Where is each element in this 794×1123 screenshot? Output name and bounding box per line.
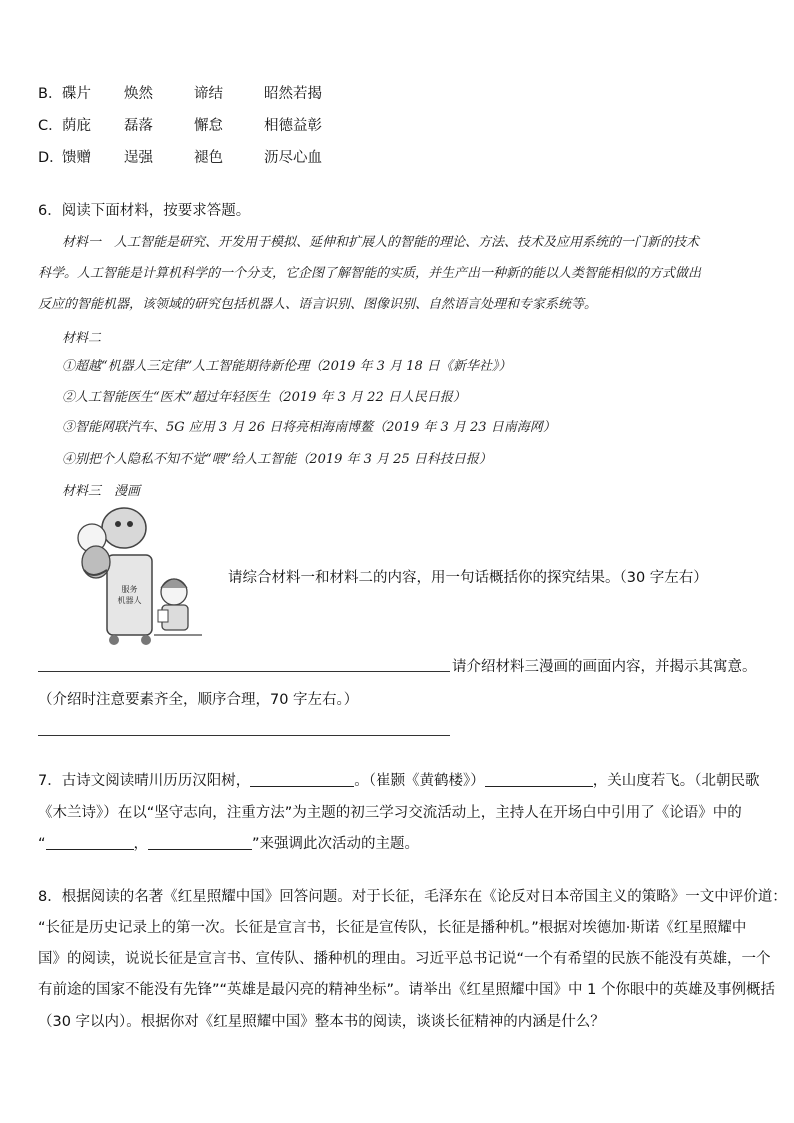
q7-text-a: 7．古诗文阅读晴川历历汉阳树，: [38, 773, 251, 789]
question-8-line-3: 国》的阅读，说说长征是宣言书、宣传队、播种机的理由。习近平总书记说“一个有希望的民族不能没有英雄，一个: [38, 951, 771, 967]
question-7-line-2: 《木兰诗》）在以“坚守志向，注重方法”为主题的初三学习交流活动上，主持人在开场白中引用了《论语》中的: [38, 805, 742, 821]
option-word: 懈怠: [194, 118, 223, 134]
answer-line-1[interactable]: [38, 671, 450, 672]
material-3-title: 材料三 漫画: [62, 484, 141, 499]
question-8-line-4: 有前途的国家不能没有先锋”“英雄是最闪亮的精神坐标”。请举出《红星照耀中国》中 1 个你眼中的英雄及事例概括: [38, 982, 775, 998]
option-word: 碟片: [62, 86, 91, 102]
option-word: 谛结: [194, 86, 223, 102]
material-1-line-3: 反应的智能机器，该领域的研究包括机器人、语言识别、图像识别、自然语言处理和专家系统等。: [38, 297, 598, 312]
option-word: 磊落: [124, 118, 153, 134]
material-2-item-3: ③智能网联汽车、5G 应用 3 月 26 日将亮相海南博鳌（2019 年 3 月 23 日南海网）: [62, 420, 556, 435]
answer-line-2[interactable]: [38, 735, 450, 736]
option-word: 褪色: [194, 150, 223, 166]
q7-text-e: ，: [133, 836, 149, 852]
option-word: 焕然: [124, 86, 153, 102]
task-2-prompt: 请介绍材料三漫画的画面内容，并揭示其寓意。: [452, 659, 757, 675]
material-1-line-1: 材料一 人工智能是研究、开发用于模拟、延伸和扩展人的智能的理论、方法、技术及应用系统的一门新的技术: [62, 235, 700, 250]
option-letter: C．: [38, 118, 63, 134]
q7-text-d: “: [38, 836, 46, 852]
q7-text-c: ，关山度若飞。（北朝民歌: [592, 773, 760, 789]
question-7-line-1: [38, 769, 759, 790]
q7-blank-4[interactable]: [148, 835, 252, 850]
task-2-note: （介绍时注意要素齐全，顺序合理，70 字左右。）: [38, 692, 359, 708]
option-word: 馈赠: [62, 150, 91, 166]
option-b-row: [38, 82, 378, 102]
material-2-item-2: ②人工智能医生“医术”超过年轻医生（2019 年 3 月 22 日人民日报）: [62, 390, 466, 405]
option-c-row: [38, 114, 378, 134]
option-word: 沥尽心血: [264, 150, 322, 166]
option-d-row: [38, 146, 378, 166]
svg-text:服务机器人: 服务机器人: [117, 585, 142, 605]
question-7-line-3: [38, 832, 419, 853]
q7-blank-1[interactable]: [250, 772, 354, 787]
material-2-item-4: ④别把个人隐私不知不觉“喂”给人工智能（2019 年 3 月 25 日科技日报）: [62, 452, 492, 467]
q7-blank-3[interactable]: [46, 835, 134, 850]
option-letter: D．: [38, 150, 64, 166]
question-8-line-2: “长征是历史记录上的第一次。长征是宣言书，长征是宣传队，长征是播种机。”根据对埃德加·斯诺《红星照耀中: [38, 920, 747, 936]
material-1-line-2: 科学。人工智能是计算机科学的一个分支，它企图了解智能的实质，并生产出一种新的能以人类智能相似的方式做出: [38, 266, 702, 281]
option-word: 荫庇: [62, 118, 91, 134]
question-8-line-1: 8．根据阅读的名著《红星照耀中国》回答问题。对于长征，毛泽东在《论反对日本帝国主义的策略》一文中评价道：: [38, 889, 787, 905]
question-8-line-5: （30 字以内）。根据你对《红星照耀中国》整本书的阅读，谈谈长征精神的内涵是什么？: [38, 1014, 605, 1030]
q7-blank-2[interactable]: [485, 772, 593, 787]
option-letter: B．: [38, 86, 63, 102]
question-6-stem: 6．阅读下面材料，按要求答题。: [38, 203, 251, 219]
robot-cartoon-drawing: [62, 500, 212, 650]
material-2-title: 材料二: [62, 331, 102, 346]
option-word: 昭然若揭: [264, 86, 322, 102]
option-word: 相德益彰: [264, 118, 322, 134]
q7-text-b: 。（崔颢《黄鹤楼》）: [354, 773, 485, 789]
task-1-prompt: 请综合材料一和材料二的内容，用一句话概括你的探究结果。（30 字左右）: [228, 570, 708, 586]
option-word: 逞强: [124, 150, 153, 166]
q7-text-f: ”来强调此次活动的主题。: [252, 836, 420, 852]
robot-cartoon: [62, 500, 212, 650]
material-2-item-1: ①超越“机器人三定律”人工智能期待新伦理（2019 年 3 月 18 日《新华社》）: [62, 359, 512, 374]
